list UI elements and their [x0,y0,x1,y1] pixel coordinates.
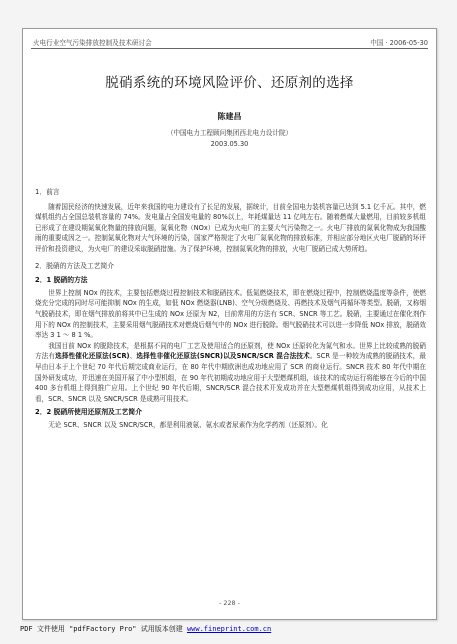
bold-term: 选择性非催化还原法(SNCR)以及SNCR/SCR 混合法技术 [136,352,310,361]
paragraph: 无论 SCR、SNCR 以及 SNCR/SCR，都是利用液氨、氨水或者尿素作为化学药剂（还原剂）。化 [48,420,328,429]
pdf-footer [20,624,271,634]
header-divider [31,48,428,49]
paragraph-text: 我国目前 NOx 的脱除技术，是根据不同的电厂工艺及使用适合的还原剂，使 NOx 还原转化为氮气和水。世界上比较成熟的脱硝方法有 [35,341,426,361]
paragraph [35,341,426,405]
author-affiliation: （中国电力工程顾问集团西北电力设计院） [166,129,293,137]
header-right: 中国 · 2006-05-30 [370,39,428,47]
running-header [33,35,428,49]
header-left: 火电行业空气污染排放控制及技术研讨会 [33,39,152,47]
page-number: - 228 - [219,599,240,607]
paragraph-text: 。SCR 是一种较为成熟的脱硝技术，最早由日本于上个世纪 70 年代后期完成商业运行，在 80 年代中期欧洲也成功地应用了 SCR 的商业运行。SNCR 技术 80 年代中期在国外研发成功，并迅速在美国开展了中小型机组，在 90 年代初期成功地应用于大型燃煤机组，该技术的成功运行将能够在今后的中国 400 多台机组上得到推广应用。上个世纪 90 年代后期，SNCR/SCR 混合技术开发成功并在大型燃煤机组得到成功应用，从技术上看，SCR、SNCR 以及 SNCR/SCR 是成熟可用技术。 [35,352,427,403]
paper-title: 脱硝系统的环境风险评价、还原剂的选择 [105,75,354,91]
subsection-heading: 2．1 脱硝的方法 [35,276,88,285]
footer-link[interactable]: www.fineprint.com.cn [186,625,272,633]
body-text [35,181,426,430]
paragraph: 随着国民经济的快速发展，近年来我国的电力建设有了长足的发展，据统计，目前全国电力装机容量已达到 5.1 亿千瓦。其中，燃煤机组约占全国总装机容量的 74%。发电量占全国发电量的 80%以上，年耗煤量达 11 亿吨左右。随着燃煤大量燃用，目前较多机组已形成了在建设期氮氧化物量的排放问题，氮氧化物（NOx）已成为火电厂的主要大气污染物之一。火电厂排放的氮氧化物成为我国酸雨的重要成因之一。控制氮氧化物对大气环境的污染，国家严格规定了火电厂氮氧化物的排放标准，并相应部分地区火电厂脱硝的环评评价和投资建议，为火电厂的建设采取脱硝措施。为了保护环境，控制氮氧化物的排放，火电厂脱硝已成大势所趋。 [35,202,426,253]
paper-date: 2003.05.30 [210,140,249,148]
subsection-heading: 2．2 脱硝所使用还原剂及工艺简介 [35,408,142,417]
bold-term: 选择性催化还原法(SCR) [55,352,130,361]
paragraph: 世界上控制 NOx 的技术，主要包括燃烧过程控制技术和脱硝技术。低氮燃烧技术，即在燃烧过程中，控制燃烧温度等条件，使燃烧充分完成的同时尽可能抑制 NOx 的生成，如低 NOx 燃烧器(LNB)、空气分级燃烧及、再燃技术及烟气再循环等类型。脱硝，又称烟气脱硝技术，即在烟气排放前将其中已生成的 NOx 还原为 N2，目前常用的方法有 SCR、SNCR 等工艺。脱硝，主要通过在催化剂作用下的 NOx 的控制技术，主要采用烟气脱硝技术对燃烧后烟气中的 NOx 进行脱除。烟气脱硝技术可以进一步降低 NOx 排放，脱硝效率达 3 1 ～ 8 1 %。 [35,288,426,340]
section-heading: 1．前言 [35,188,60,196]
author-name: 陈建昌 [217,112,242,121]
footer-text: PDF 文件使用 "pdfFactory Pro" 试用版本创建 [20,625,187,633]
document-page [22,28,437,620]
section-heading: 2．脱硝的方法及工艺简介 [35,261,115,270]
paragraph-text: 、 [129,352,137,361]
